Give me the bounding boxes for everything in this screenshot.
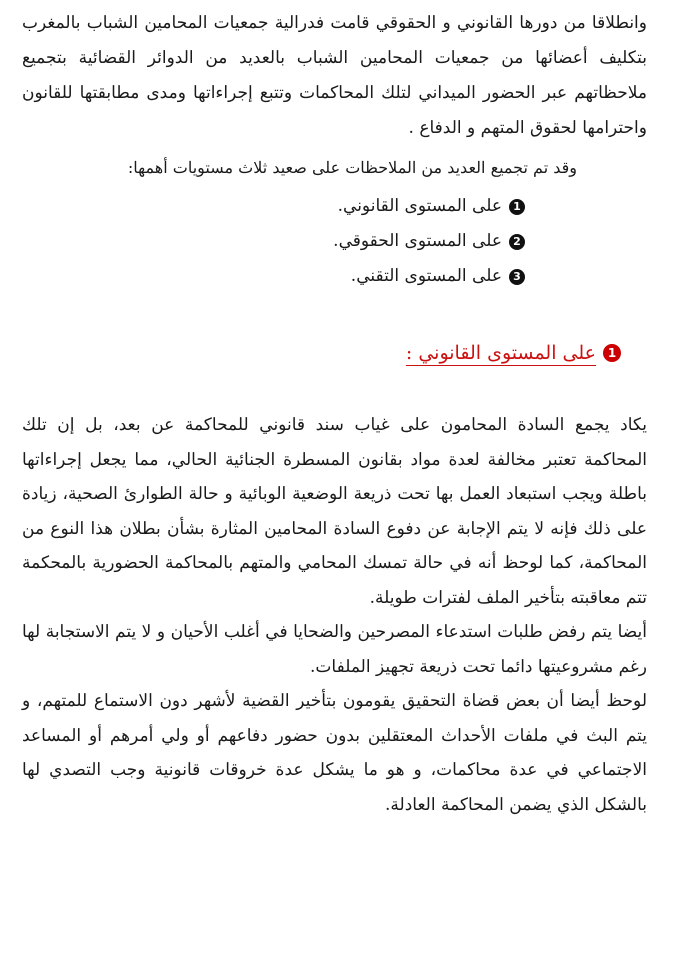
intro-paragraph: وانطلاقا من دورها القانوني و الحقوقي قامت فدرالية جمعيات المحامين الشباب بالمغرب بتكليف أعضائها من جمعيات المحامين الشباب بالعديد من الدوائر القضائية بتجميع ملاحظاتهم عبر الحضور الميداني لتلك المحاكمات وتتبع إجراءاتها ومدى مطابقتها للقانون واحترامها لحقوق المتهم و الدفاع . — [22, 13, 647, 138]
section-heading — [22, 338, 647, 368]
level-label: على المستوى الحقوقي. — [333, 231, 502, 251]
number-one-red-icon: 1 — [603, 344, 621, 362]
section-paragraph-1: يكاد يجمع السادة المحامون على غياب سند قانوني للمحاكمة عن بعد، بل إن تلك المحاكمة تعتبر مخالفة لعدة مواد بقانون المسطرة الجنائية الحالي، مما يجعل إجراءاتها باطلة ويجب استبعاد العمل بها تحت ذريعة الوضعية الوبائية و حالة الطوارئ الصحية، زيادة على ذلك فإنه لا يتم الإجابة عن دفوع السادة المحامين المثارة بشأن بطلان هذا النوع من المحاكمة، كما لوحظ أنه في حالة تمسك المحامي والمتهم بالمحاكمة الحضورية بالمحكمة تتم معاقبته بتأخير الملف لفترات طويلة. — [22, 415, 647, 608]
number-three-icon: 3 — [509, 269, 525, 285]
list-item — [22, 189, 525, 224]
number-one-icon: 1 — [509, 199, 525, 215]
section-title: على المستوى القانوني : — [405, 342, 596, 364]
number-two-icon: 2 — [509, 234, 525, 250]
levels-lead-sentence: وقد تم تجميع العديد من الملاحظات على صعيد ثلاث مستويات أهمها: — [127, 158, 577, 177]
list-item — [22, 259, 525, 294]
section-body — [22, 408, 647, 822]
level-label: على المستوى القانوني. — [337, 196, 502, 216]
list-item — [22, 224, 525, 259]
section-paragraph-2: أيضا يتم رفض طلبات استدعاء المصرحين والضحايا في أغلب الأحيان و لا يتم الاستجابة لها رغم مشروعيتها دائما تحت ذريعة تجهيز الملفات. — [22, 622, 647, 677]
level-label: على المستوى التقني. — [350, 266, 502, 286]
section-paragraph-3: لوحظ أيضا أن بعض قضاة التحقيق يقومون بتأخير القضية لأشهر دون الاستماع للمتهم، و يتم البث في ملفات الأحداث المعتقلين بدون حضور دفاعهم أو ولي أمرهم أو المساعد الاجتماعي في عدة محاكمات، و هو ما يشكل عدة خروقات قانونية وجب التصدي لها بالشكل الذي يضمن المحاكمة العادلة. — [22, 691, 647, 815]
levels-list — [22, 189, 647, 294]
